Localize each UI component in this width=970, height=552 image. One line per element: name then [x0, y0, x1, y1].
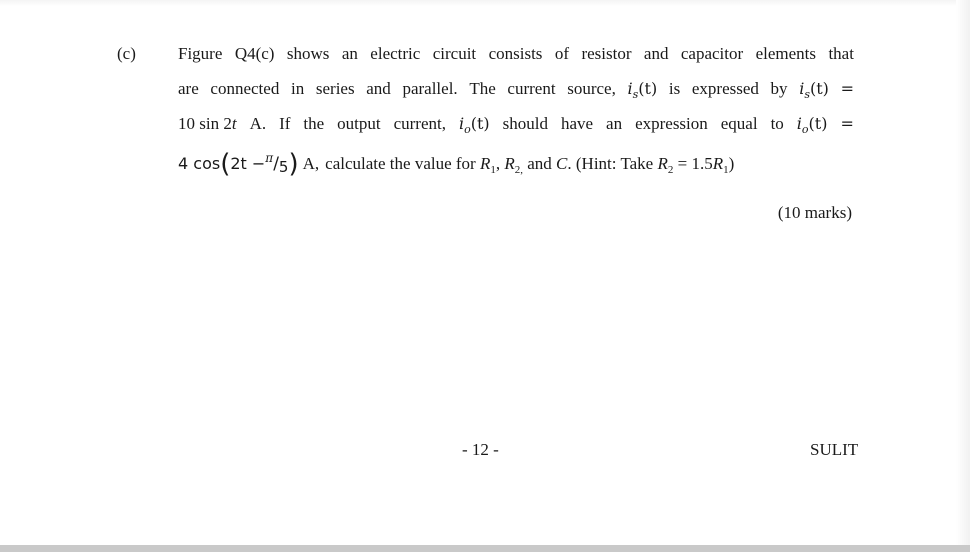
variable-argument: (t) — [808, 114, 828, 133]
word: capacitor — [680, 44, 744, 63]
word: that — [828, 44, 854, 63]
word: Q4(c) — [234, 44, 275, 63]
variable-subscript: s — [632, 88, 639, 101]
bottom-border — [0, 545, 970, 552]
variable-subscript: o — [464, 123, 471, 136]
word: equal — [720, 114, 758, 133]
word: resistor — [581, 44, 632, 63]
variable-symbol: i — [796, 114, 802, 133]
word: is — [668, 79, 681, 98]
word: source, — [567, 79, 616, 98]
variable-symbol: i — [458, 114, 465, 133]
word: electric — [370, 44, 421, 63]
word: consists — [488, 44, 543, 63]
word: the — [303, 114, 325, 133]
word: If — [279, 114, 291, 133]
variable-subscript: s — [804, 88, 810, 101]
question-body — [178, 40, 854, 180]
word: by — [770, 79, 788, 98]
word: Figure — [178, 44, 223, 63]
unit-ampere: A, — [302, 154, 320, 173]
unit-ampere: A. — [249, 114, 267, 133]
source-current-variable — [799, 75, 829, 108]
word: of — [554, 44, 570, 63]
word: are — [178, 79, 199, 98]
expression-lead: 10 sin 2 — [178, 114, 232, 133]
variable-symbol: i — [627, 79, 633, 98]
marks-allocation: (10 marks) — [777, 203, 852, 222]
word: shows — [286, 44, 330, 63]
word: to — [770, 114, 784, 133]
page-top-edge — [0, 0, 970, 6]
variable-symbol: i — [799, 79, 805, 98]
instruction-text: calculate the value for $R_1$, $R_{2,}$ and C. (Hint: Take $R_2 = 1.5R_1$) — [325, 154, 735, 176]
output-current-variable — [459, 110, 490, 143]
word: and — [366, 79, 391, 98]
word: expression — [635, 114, 708, 133]
word: have — [560, 114, 594, 133]
question-line-1 — [178, 40, 854, 75]
word: output — [337, 114, 381, 133]
word: parallel. — [402, 79, 458, 98]
word: circuit — [432, 44, 477, 63]
word: in — [290, 79, 305, 98]
question-label: (c) — [117, 44, 136, 63]
classification-label: SULIT — [810, 440, 859, 459]
word: The — [469, 79, 496, 98]
word: and — [643, 44, 669, 63]
word: series — [315, 79, 355, 98]
time-variable: t — [231, 114, 237, 133]
word: an — [606, 114, 623, 133]
word: expressed — [691, 79, 759, 98]
variable-subscript: o — [801, 123, 809, 136]
output-current-variable — [797, 110, 828, 143]
word: current, — [393, 114, 446, 133]
word: connected — [210, 79, 280, 98]
variable-argument: (t) — [470, 114, 490, 133]
page-number: - 12 - — [462, 440, 499, 459]
source-current-variable — [628, 75, 658, 108]
equals-sign: = — [840, 114, 854, 133]
output-current-expression: 4 cos(2t −$^\pi$/5) — [178, 149, 299, 179]
source-current-expression — [178, 110, 237, 137]
variable-argument: (t) — [809, 79, 829, 98]
word: current — [507, 79, 556, 98]
variable-argument: (t) — [638, 79, 658, 98]
equals-sign: = — [840, 79, 854, 98]
page-right-edge — [956, 0, 970, 545]
question-line-3 — [178, 110, 854, 145]
word: should — [502, 114, 548, 133]
word: elements — [755, 44, 817, 63]
word: an — [341, 44, 358, 63]
question-line-2 — [178, 75, 854, 110]
question-line-4 — [178, 145, 854, 180]
